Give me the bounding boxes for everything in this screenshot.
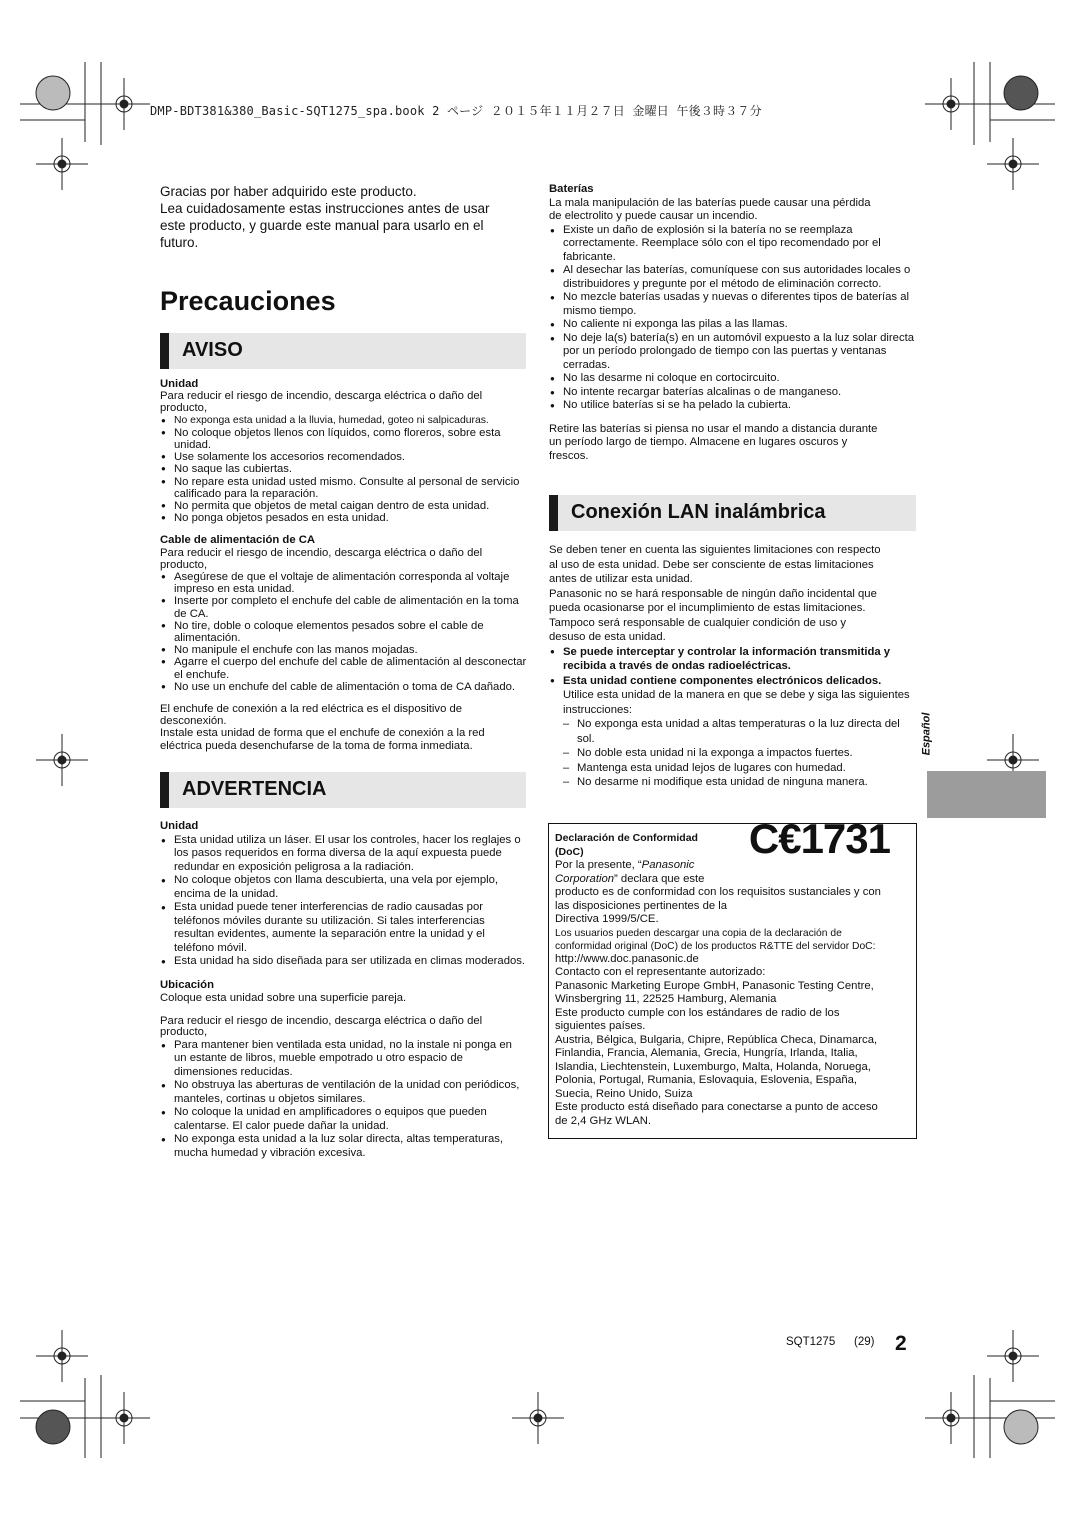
- file-header: DMP-BDT381&380_Basic-SQT1275_spa.book 2 ページ ２０１５年１１月２７日 金曜日 午後３時３７分: [150, 104, 762, 118]
- lan-dash-list: [549, 717, 919, 790]
- doc-line: las disposiciones pertinentes de la: [555, 899, 728, 912]
- doc-line: conformidad original (DoC) de los productos R&TTE del servidor DoC:: [555, 940, 876, 952]
- list-item: ● No use un enchufe del cable de alimentación o toma de CA dañado.: [160, 681, 530, 693]
- declaration-box: [548, 815, 917, 1139]
- doc-line: siguientes países.: [555, 1020, 646, 1032]
- list-item: – No exponga esta unidad a altas temperaturas o la luz directa del sol.: [563, 717, 919, 746]
- doc-line: Este producto está diseñado para conectarse a punto de acceso: [555, 1101, 878, 1113]
- doc-line: Winsbergring 11, 22525 Hamburg, Alemania: [555, 993, 777, 1005]
- intro-text: [160, 183, 530, 251]
- list-item: [549, 674, 919, 718]
- list-item: ● No repare esta unidad usted mismo. Consulte al personal de servicio calificado para la reparación.: [160, 476, 530, 500]
- baterias-content: [549, 183, 917, 463]
- list-item: ● No coloque objetos llenos con líquidos, como floreros, sobre esta unidad.: [160, 427, 530, 451]
- para-line: de electrolito y puede causar un incendio.: [549, 210, 758, 222]
- subheading: Baterías: [549, 183, 594, 195]
- para-line: Tampoco será responsable de cualquier condición de uso y: [549, 616, 847, 629]
- list-item: ● No permita que objetos de metal caigan dentro de esta unidad.: [160, 500, 530, 512]
- para-line: Para reducir el riesgo de incendio, descarga eléctrica o daño del: [160, 390, 483, 403]
- para-line: El enchufe de conexión a la red eléctrica es el dispositivo de: [160, 703, 463, 716]
- language-tab: [927, 771, 1046, 818]
- subheading: Unidad: [160, 378, 199, 390]
- ce-mark: C€1731: [748, 815, 890, 862]
- section-heading: ADVERTENCIA: [182, 778, 327, 800]
- list-item: ● No exponga esta unidad a la lluvia, humedad, goteo ni salpicaduras.: [160, 415, 530, 427]
- list-item: – No doble esta unidad ni la exponga a impactos fuertes.: [563, 746, 919, 761]
- lan-list: [549, 645, 919, 718]
- para-line: producto,: [160, 558, 208, 571]
- para-line: La mala manipulación de las baterías puede causar una pérdida: [549, 196, 871, 209]
- list-item: ● Al desechar las baterías, comuníquese con sus autoridades locales o distribuidores y pregunte por el método de eliminación correcto.: [549, 264, 917, 291]
- section-advertencia: [160, 772, 526, 808]
- doc-line: Islandia, Liechtenstein, Luxemburgo, Malta, Holanda, Noruega,: [555, 1060, 871, 1073]
- subheading: Cable de alimentación de CA: [160, 534, 316, 547]
- doc-line: Polonia, Portugal, Rumania, Eslovaquia, Eslovenia, España,: [555, 1074, 858, 1086]
- intro-line: este producto, y guarde este manual para usarlo en el: [160, 218, 484, 233]
- list-item: ● Existe un daño de explosión si la batería no se reemplaza correctamente. Reemplace sólo con el tipo recomendado por el fabricante.: [549, 224, 917, 265]
- doc-line: Contacto con el representante autorizado:: [555, 966, 766, 978]
- para-line: producto,: [160, 402, 208, 415]
- list-item: ● No tire, doble o coloque elementos pesados sobre el cable de alimentación.: [160, 620, 530, 644]
- doc-line: Panasonic Marketing Europe GmbH, Panasonic Testing Centre,: [555, 979, 874, 992]
- para-line: frescos.: [549, 449, 589, 462]
- doc-line: Suecia, Reino Unido, Suiza: [555, 1087, 693, 1100]
- doc-line: Finlandia, Francia, Alemania, Grecia, Hungría, Irlanda, Italia,: [555, 1047, 858, 1059]
- list-item: ● No mezcle baterías usadas y nuevas o diferentes tipos de baterías al mismo tiempo.: [549, 291, 917, 318]
- list-item: ● Esta unidad utiliza un láser. El usar los controles, hacer los reglajes o los pasos requeridos en forma diversa de la aquí expuesta puede redundar en exposición peligrosa a la radiación.: [160, 834, 526, 875]
- list-item: ● No exponga esta unidad a la luz solar directa, altas temperaturas, mucha humedad y vibración excesiva.: [160, 1133, 526, 1160]
- list-item: ● No manipule el enchufe con las manos mojadas.: [160, 644, 530, 656]
- language-label: Español: [920, 712, 933, 756]
- list-item: ● No ponga objetos pesados en esta unidad.: [160, 512, 530, 524]
- intro-line: Gracias por haber adquirido este producto.: [160, 184, 417, 199]
- para-line: Retire las baterías si piensa no usar el mando a distancia durante: [549, 422, 878, 435]
- section-heading: Conexión LAN inalámbrica: [571, 501, 826, 523]
- doc-code: SQT1275: [786, 1336, 836, 1348]
- page-sub: (29): [854, 1336, 875, 1348]
- advertencia-riesgo-list: [160, 1039, 526, 1161]
- page-title: Precauciones: [160, 286, 336, 316]
- doc-line: de 2,4 GHz WLAN.: [555, 1114, 652, 1127]
- page-number: 2: [895, 1332, 907, 1355]
- list-item: ● No obstruya las aberturas de ventilación de la unidad con periódicos, manteles, cortinas u objetos similares.: [160, 1079, 526, 1106]
- para-line: un período largo de tiempo. Almacene en lugares oscuros y: [549, 436, 848, 448]
- para-line: Coloque esta unidad sobre una superficie pareja.: [160, 992, 407, 1004]
- list-item: – No desarme ni modifique esta unidad de ninguna manera.: [563, 775, 919, 790]
- para-line: pueda ocasionarse por el incumplimiento de estas limitaciones.: [549, 602, 866, 614]
- list-item: ● Se puede interceptar y controlar la información transmitida y recibida a través de ondas radioeléctricas.: [549, 645, 919, 674]
- doc-line: Por la presente, “Panasonic: [555, 859, 695, 871]
- list-item: ● No coloque la unidad en amplificadores o equipos que pueden calentarse. El calor puede dañar la unidad.: [160, 1106, 526, 1133]
- doc-line: producto es de conformidad con los requisitos sustanciales y con: [555, 886, 881, 898]
- list-item: – Mantenga esta unidad lejos de lugares con humedad.: [563, 761, 919, 776]
- doc-line: Corporation” declara que este: [555, 872, 705, 885]
- para-line: desuso de esta unidad.: [549, 631, 666, 643]
- list-item: ● No deje la(s) batería(s) en un automóvil expuesto a la luz solar directa por un período prolongado de tiempo con las puertas y ventanas cerradas.: [549, 332, 917, 373]
- list-item: ● No las desarme ni coloque en cortocircuito.: [549, 372, 917, 386]
- para-line: Para reducir el riesgo de incendio, descarga eléctrica o daño del: [160, 1014, 483, 1027]
- para-line: Se deben tener en cuenta las siguientes limitaciones con respecto: [549, 544, 881, 556]
- para-line: producto,: [160, 1026, 208, 1038]
- doc-heading: Declaración de Conformidad: [555, 832, 698, 844]
- list-item: ● Para mantener bien ventilada esta unidad, no la instale ni ponga en un estante de libros, mueble empotrado u otro espacio de dimensiones reducidas.: [160, 1039, 526, 1080]
- list-item: ● No coloque objetos con llama descubierta, una vela por ejemplo, encima de la unidad.: [160, 874, 526, 901]
- para-line: al uso de esta unidad. Debe ser consciente de estas limitaciones: [549, 558, 874, 571]
- para-line: antes de utilizar esta unidad.: [549, 573, 693, 585]
- para-line: Panasonic no se hará responsable de ningún daño incidental que: [549, 587, 877, 600]
- intro-line: futuro.: [160, 235, 199, 250]
- list-item: ● No caliente ni exponga las pilas a las llamas.: [549, 318, 917, 332]
- list-item: ● Agarre el cuerpo del enchufe del cable de alimentación al desconectar el enchufe.: [160, 656, 530, 680]
- section-lan: [549, 495, 916, 531]
- list-item: ● Asegúrese de que el voltaje de alimentación corresponda al voltaje impreso en esta unidad.: [160, 571, 530, 595]
- lan-content: [549, 543, 919, 790]
- aviso-content: [160, 378, 530, 752]
- doc-url[interactable]: http://www.doc.panasonic.de: [555, 952, 699, 965]
- list-item: ● Esta unidad ha sido diseñada para ser utilizada en climas moderados.: [160, 955, 526, 969]
- list-item-bold: Esta unidad contiene componentes electrónicos delicados.: [563, 674, 882, 687]
- doc-line: Los usuarios pueden descargar una copia de la declaración de: [555, 927, 842, 939]
- list-item: ● Inserte por completo el enchufe del cable de alimentación en la toma de CA.: [160, 595, 530, 619]
- list-item: ● No saque las cubiertas.: [160, 463, 530, 475]
- para-line: desconexión.: [160, 715, 227, 728]
- doc-line: Directiva 1999/5/CE.: [555, 913, 659, 925]
- section-aviso: [160, 333, 526, 369]
- list-item-text: Utilice esta unidad de la manera en que se debe y siga las siguientes instrucciones:: [563, 689, 910, 716]
- advertencia-content: [160, 820, 526, 1160]
- para-line: eléctrica pueda desenchufarse de la toma de forma inmediata.: [160, 739, 473, 752]
- doc-line: Austria, Bélgica, Bulgaria, Chipre, República Checa, Dinamarca,: [555, 1033, 878, 1046]
- aviso-cable-list: [160, 571, 530, 693]
- aviso-unidad-list: [160, 415, 530, 525]
- doc-line: Este producto cumple con los estándares de radio de los: [555, 1006, 840, 1019]
- list-item: ● No intente recargar baterías alcalinas o de manganeso.: [549, 386, 917, 400]
- para-line: Instale esta unidad de forma que el enchufe de conexión a la red: [160, 727, 485, 740]
- list-item: ● Esta unidad puede tener interferencias de radio causadas por teléfonos móviles durante su utilización. Si tales interferencias resultan evidentes, aumente la separación entre la unidad y el teléfono móvil.: [160, 901, 526, 955]
- para-line: Para reducir el riesgo de incendio, descarga eléctrica o daño del: [160, 546, 483, 559]
- list-item: ● Use solamente los accesorios recomendados.: [160, 451, 530, 463]
- subheading: Ubicación: [160, 978, 214, 991]
- doc-heading: (DoC): [555, 845, 584, 858]
- list-item: ● No utilice baterías si se ha pelado la cubierta.: [549, 399, 917, 413]
- section-heading: AVISO: [182, 339, 243, 361]
- subheading: Unidad: [160, 820, 199, 832]
- intro-line: Lea cuidadosamente estas instrucciones antes de usar: [160, 201, 490, 216]
- advertencia-unidad-list: [160, 834, 526, 969]
- baterias-list: [549, 224, 917, 413]
